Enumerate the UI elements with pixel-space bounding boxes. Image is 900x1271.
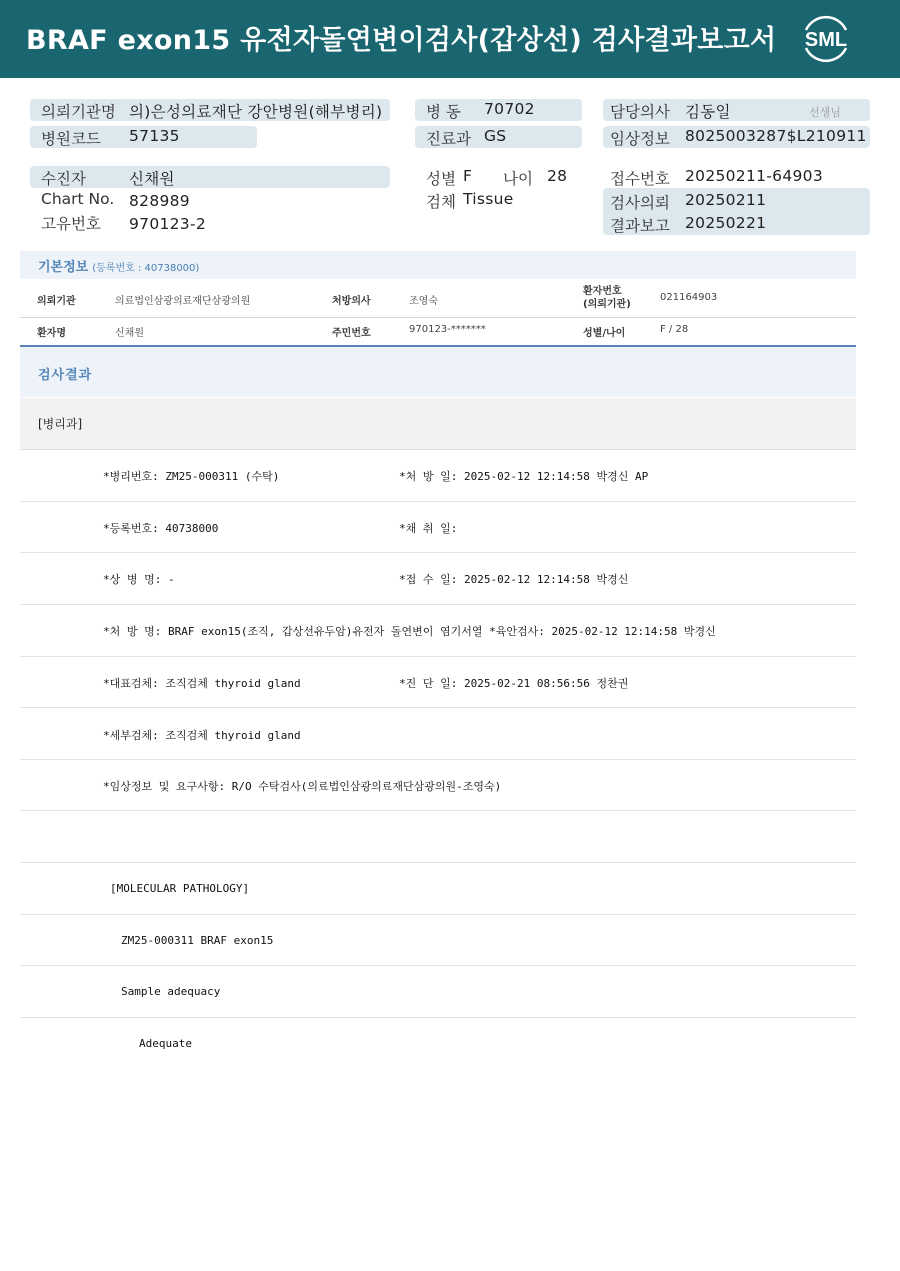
reg-no-line: *등록번호: 40738000 — [103, 522, 219, 535]
bi-patient-no-value: 021164903 — [660, 292, 718, 303]
bi-institution-key: 의뢰기관 — [37, 296, 76, 307]
result-divider — [20, 810, 856, 811]
bi-name-value: 신채원 — [115, 328, 144, 339]
logo-text: SML — [804, 29, 848, 51]
report-title: BRAF exon15 유전자돌연변이검사(갑상선) 검사결과보고서 — [26, 25, 777, 56]
receipt-date-line: *접 수 일: 2025-02-12 12:14:58 박경신 — [399, 573, 629, 586]
receipt-value: 20250211-64903 — [685, 167, 823, 185]
result-divider — [20, 759, 856, 760]
specimen-value: Tissue — [463, 190, 514, 208]
result-divider — [20, 501, 856, 502]
molecular-id-line: ZM25-000311 BRAF exon15 — [121, 934, 274, 947]
presc-name-line: *처 방 명: BRAF exon15(조직, 갑상선유두암)유전자 돌연변이 염기서열 *육안검사: 2025-02-12 12:14:58 박경신 — [103, 625, 716, 638]
bi-sexage-key: 성별/나이 — [583, 328, 626, 339]
result-divider — [20, 965, 856, 966]
bi-name-key: 환자명 — [37, 328, 66, 339]
results-title: 검사결과 — [38, 368, 93, 383]
report-value: 20250221 — [685, 214, 767, 232]
bi-doctor-key: 처방의사 — [332, 296, 371, 307]
molecular-header-line: [MOLECULAR PATHOLOGY] — [110, 882, 250, 895]
basic-info-row-1 — [20, 280, 856, 318]
pathology-section-header — [20, 398, 856, 450]
diag-date-line: *진 단 일: 2025-02-21 08:56:56 정찬권 — [399, 677, 629, 690]
ward-label: 병 동 — [426, 103, 461, 121]
clinical-value: 8025003287$L210911 — [685, 127, 867, 145]
receipt-label: 접수번호 — [610, 170, 670, 188]
basic-info-row-2 — [20, 318, 856, 345]
adequacy-value-line: Adequate — [139, 1037, 192, 1050]
doctor-suffix: 선생님 — [809, 106, 841, 119]
basic-info-reg-no: (등록번호 : 40738000) — [92, 263, 200, 274]
bi-sexage-value: F / 28 — [660, 324, 689, 335]
clinical-label: 임상정보 — [610, 130, 670, 148]
chart-label: Chart No. — [41, 190, 115, 208]
institution-label: 의뢰기관명 — [41, 103, 116, 121]
institution-value: 의)은성의료재단 강안병원(해부병리) — [129, 103, 383, 121]
result-divider — [20, 552, 856, 553]
result-divider — [20, 1017, 856, 1018]
diag-name-line: *상 병 명: - — [103, 573, 175, 586]
path-no-line: *병리번호: ZM25-000311 (수탁) — [103, 470, 280, 483]
sml-logo — [796, 13, 856, 65]
request-label: 검사의뢰 — [610, 194, 670, 212]
dept-value: GS — [484, 127, 507, 145]
report-label: 결과보고 — [610, 217, 670, 235]
bi-rrn-key: 주민번호 — [332, 328, 371, 339]
ward-value: 70702 — [484, 100, 535, 118]
chart-value: 828989 — [129, 192, 190, 210]
result-divider — [20, 707, 856, 708]
detail-specimen-line: *세부검체: 조직검체 thyroid gland — [103, 729, 301, 742]
result-divider — [20, 914, 856, 915]
result-divider — [20, 862, 856, 863]
pathology-section-title: [병리과] — [38, 417, 83, 431]
rep-specimen-line: *대표검체: 조직검체 thyroid gland — [103, 677, 301, 690]
age-label: 나이 — [503, 170, 533, 188]
specimen-label: 검체 — [426, 193, 456, 211]
hospital-code-value: 57135 — [129, 127, 180, 145]
basic-info-title: 기본정보 (등록번호 : 40738000) — [38, 260, 200, 275]
result-divider — [20, 656, 856, 657]
sex-value: F — [463, 167, 473, 185]
bi-doctor-value: 조영숙 — [409, 296, 438, 307]
bi-rrn-value: 970123-******* — [409, 324, 486, 335]
adequacy-label-line: Sample adequacy — [121, 985, 221, 998]
doctor-value: 김동일 — [685, 103, 731, 121]
report-header — [0, 0, 900, 78]
sex-label: 성별 — [426, 170, 456, 188]
result-divider — [20, 604, 856, 605]
bi-patient-no-key: 환자번호 (의뢰기관) — [583, 286, 631, 310]
basic-info-header — [20, 251, 856, 279]
bi-institution-value: 의료법인삼광의료재단삼광의원 — [115, 296, 251, 307]
results-header — [20, 345, 856, 397]
hospital-code-label: 병원코드 — [41, 130, 101, 148]
dept-label: 진료과 — [426, 130, 471, 148]
patient-value: 신채원 — [129, 170, 175, 188]
collect-date-line: *채 취 일: — [399, 522, 458, 535]
id-value: 970123-2 — [129, 215, 207, 233]
presc-date-line: *처 방 일: 2025-02-12 12:14:58 박경신 AP — [399, 470, 649, 483]
patient-label: 수진자 — [41, 170, 86, 188]
request-value: 20250211 — [685, 191, 767, 209]
age-value: 28 — [547, 167, 568, 185]
id-label: 고유번호 — [41, 215, 101, 233]
doctor-label: 담당의사 — [610, 103, 670, 121]
clinical-req-line: *임상정보 및 요구사항: R/O 수탁검사(의료법인삼광의료재단삼광의원-조영숙) — [103, 780, 502, 793]
